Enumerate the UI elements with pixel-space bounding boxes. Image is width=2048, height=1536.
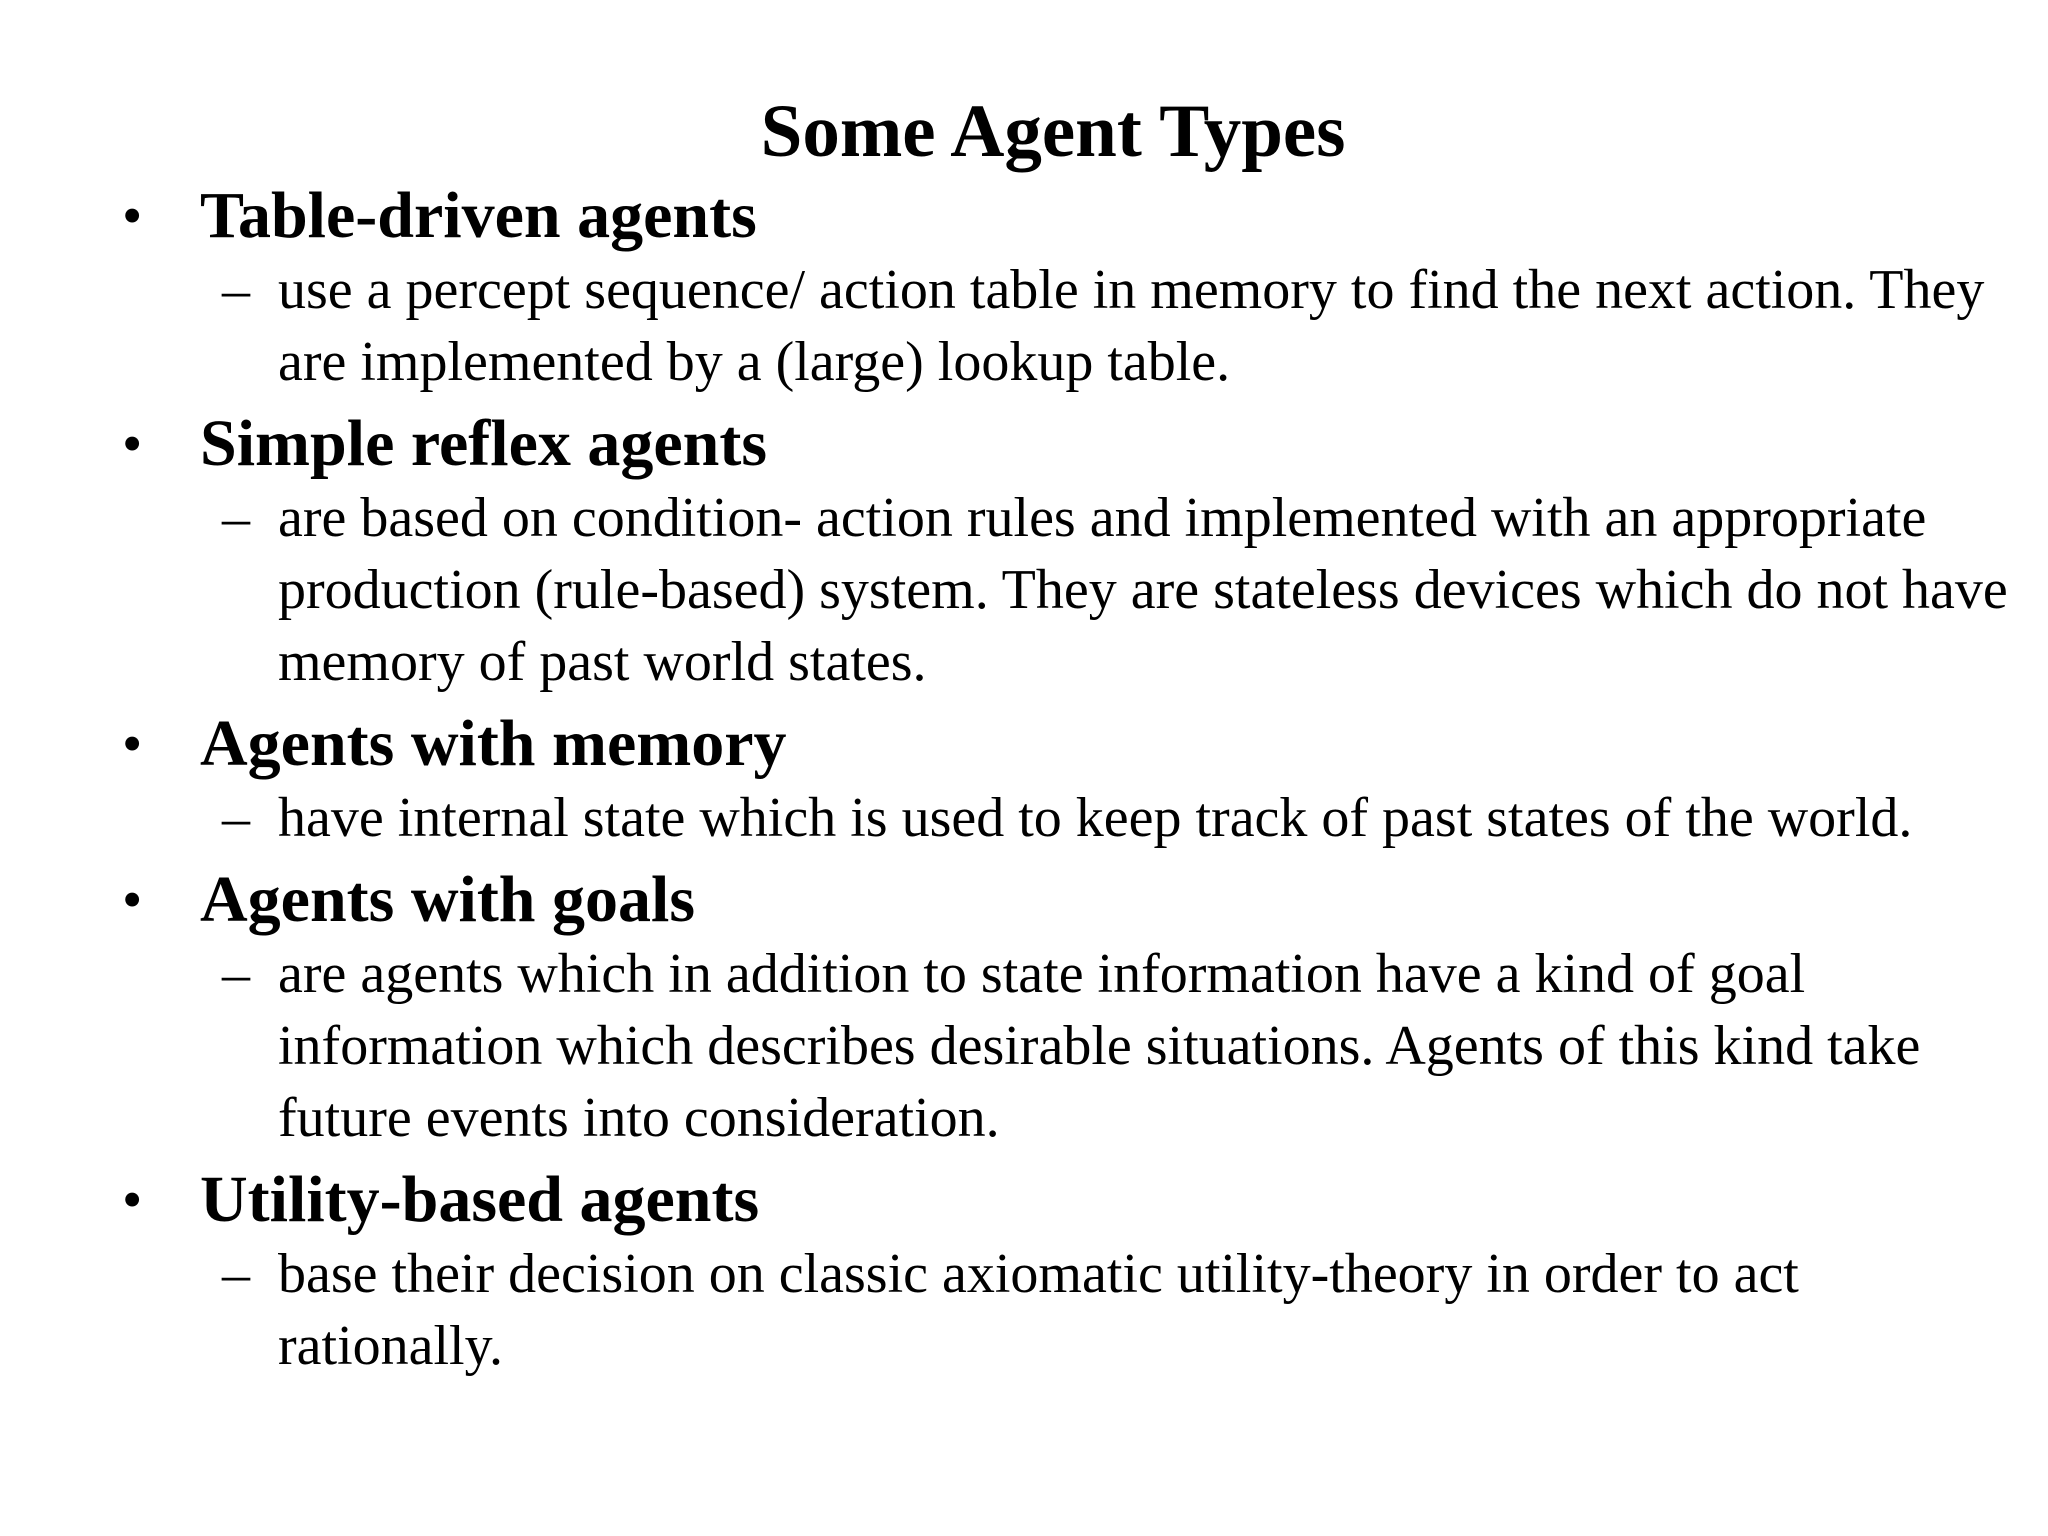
bullet-row: [0, 178, 2048, 254]
agent-type-description: [0, 254, 2028, 398]
dash-icon: –: [222, 943, 250, 1005]
agent-type-heading: Table-driven agents: [200, 179, 757, 252]
bullet-icon: •: [122, 1167, 143, 1232]
list-item: [0, 862, 2048, 1154]
agent-type-description: [0, 1238, 2028, 1382]
description-text: use a percept sequence/ action table in memory to find the next action. They are implemented by a (large) lookup table.: [278, 259, 1985, 393]
description-text: base their decision on classic axiomatic utility-theory in order to act rationally.: [278, 1243, 1799, 1377]
bullet-row: [0, 406, 2048, 482]
list-item: [0, 406, 2048, 698]
agent-type-description: [0, 782, 2028, 854]
list-item: [0, 178, 2048, 398]
bullet-icon: •: [122, 411, 143, 476]
bullet-icon: •: [122, 183, 143, 248]
bullet-row: [0, 862, 2048, 938]
agent-type-description: [0, 482, 2028, 698]
agent-type-description: [0, 938, 2028, 1154]
agent-type-heading: Agents with memory: [200, 707, 787, 780]
agent-type-list: [0, 178, 2048, 1382]
list-item: [0, 706, 2048, 854]
agent-type-heading: Agents with goals: [200, 863, 696, 936]
dash-icon: –: [222, 487, 250, 549]
description-text: have internal state which is used to keep track of past states of the world.: [278, 787, 1913, 849]
dash-icon: –: [222, 787, 250, 849]
bullet-icon: •: [122, 711, 143, 776]
dash-icon: –: [222, 259, 250, 321]
bullet-row: [0, 706, 2048, 782]
dash-icon: –: [222, 1243, 250, 1305]
description-text: are based on condition- action rules and implemented with an appropriate production (rule-based) system. They are stateless devices which do not have memory of past world states.: [278, 487, 2008, 693]
list-item: [0, 1162, 2048, 1382]
agent-type-heading: Utility-based agents: [200, 1163, 760, 1236]
description-text: are agents which in addition to state information have a kind of goal information which describes desirable situations. Agents of this kind take future events into consideration.: [278, 943, 1921, 1149]
agent-type-heading: Simple reflex agents: [200, 407, 768, 480]
bullet-row: [0, 1162, 2048, 1238]
bullet-icon: •: [122, 867, 143, 932]
slide-title: Some Agent Types: [760, 90, 1346, 173]
